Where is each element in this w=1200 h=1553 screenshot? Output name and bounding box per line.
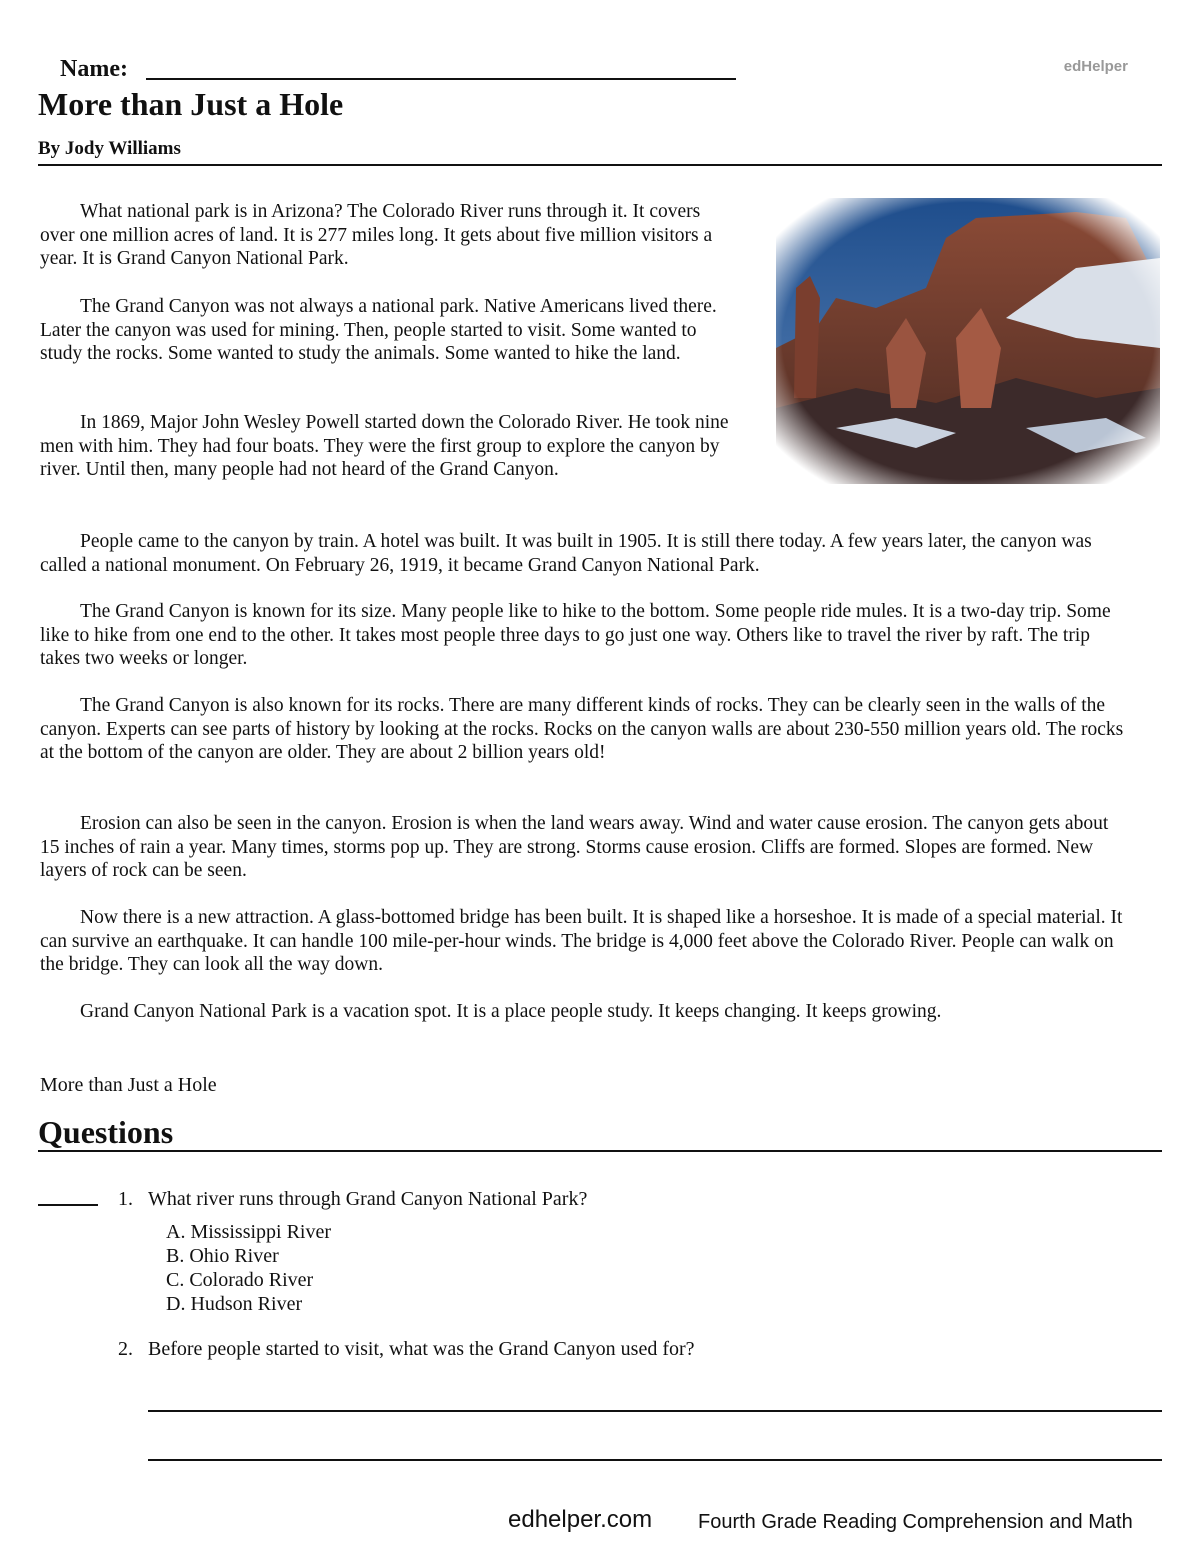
header-divider (38, 164, 1162, 166)
questions-heading: Questions (38, 1114, 174, 1150)
choice-b[interactable]: B. Ohio River (166, 1245, 279, 1267)
answer-line-1[interactable] (148, 1410, 1162, 1412)
choice-c[interactable]: C. Colorado River (166, 1269, 314, 1291)
paragraph: The Grand Canyon is also known for its rocks. There are many different kinds of rocks. They can be clearly seen in the walls of the canyon. Experts can see parts of history by looking at the rocks. Rocks on the canyon walls are about 230-550 million years old. The rocks at the bottom of the canyon are older. They are about 2 billion years old! (40, 695, 1124, 763)
paragraph: Now there is a new attraction. A glass-bottomed bridge has been built. It is shaped like a horseshoe. It is made of a special material. It can survive an earthquake. It can handle 100 mile-per-hour winds. The bridge is 4,000 feet above the Colorado River. People can walk on the bridge. They can look all the way down. (40, 907, 1123, 975)
question-2 (118, 1338, 695, 1361)
question-number: 1. (118, 1188, 133, 1210)
footer-tagline: Fourth Grade Reading Comprehension and Math (698, 1511, 1133, 1533)
question-number: 2. (118, 1338, 133, 1360)
question-1 (118, 1188, 587, 1211)
story-title-repeat: More than Just a Hole (40, 1074, 217, 1096)
brand-logo-text: edHelper (1063, 58, 1128, 75)
footer-site: edhelper.com (508, 1506, 653, 1533)
choice-a[interactable]: A. Mississippi River (166, 1221, 332, 1243)
paragraph: The Grand Canyon is known for its size. Many people like to hike to the bottom. Some people ride mules. It is a two-day trip. Some like to hike from one end to the other. It takes most people three days to go just one way. Others like to travel the river by raft. The trip takes two weeks or longer. (40, 601, 1111, 669)
paragraph: People came to the canyon by train. A hotel was built. It was built in 1905. It is still there today. A few years later, the canyon was called a national monument. On February 26, 1919, it became Grand Canyon National Park. (40, 531, 1092, 576)
author-byline: By Jody Williams (38, 138, 181, 159)
name-label: Name: (60, 56, 128, 82)
questions-divider (38, 1150, 1162, 1152)
grand-canyon-photo (776, 198, 1160, 484)
paragraph: Grand Canyon National Park is a vacation spot. It is a place people study. It keeps changing. It keeps growing. (80, 1001, 942, 1022)
paragraph: What national park is in Arizona? The Colorado River runs through it. It covers over one million acres of land. It is 277 miles long. It gets about five million visitors a year. It is Grand Canyon National Park. (40, 201, 713, 269)
answer-choices (166, 1220, 331, 1316)
paragraph: Erosion can also be seen in the canyon. Erosion is when the land wears away. Wind and water cause erosion. The canyon gets about 15 inches of rain a year. Many times, storms pop up. They are strong. Storms cause erosion. Cliffs are formed. Slopes are formed. New layers of rock can be seen. (40, 813, 1109, 881)
answer-blank-q1[interactable] (38, 1204, 98, 1206)
name-field[interactable] (146, 78, 736, 80)
answer-line-2[interactable] (148, 1459, 1162, 1461)
question-text: Before people started to visit, what was the Grand Canyon used for? (148, 1338, 695, 1360)
paragraph: In 1869, Major John Wesley Powell started down the Colorado River. He took nine men with him. They had four boats. They were the first group to explore the canyon by river. Until then, many people had not heard of the Grand Canyon. (40, 412, 729, 480)
page-title: More than Just a Hole (38, 86, 344, 122)
paragraph: The Grand Canyon was not always a national park. Native Americans lived there. Later the canyon was used for mining. Then, people started to visit. Some wanted to study the rocks. Some wanted to study the animals. Some wanted to hike the land. (40, 296, 717, 364)
choice-d[interactable]: D. Hudson River (166, 1293, 303, 1315)
question-text: What river runs through Grand Canyon National Park? (148, 1188, 588, 1210)
